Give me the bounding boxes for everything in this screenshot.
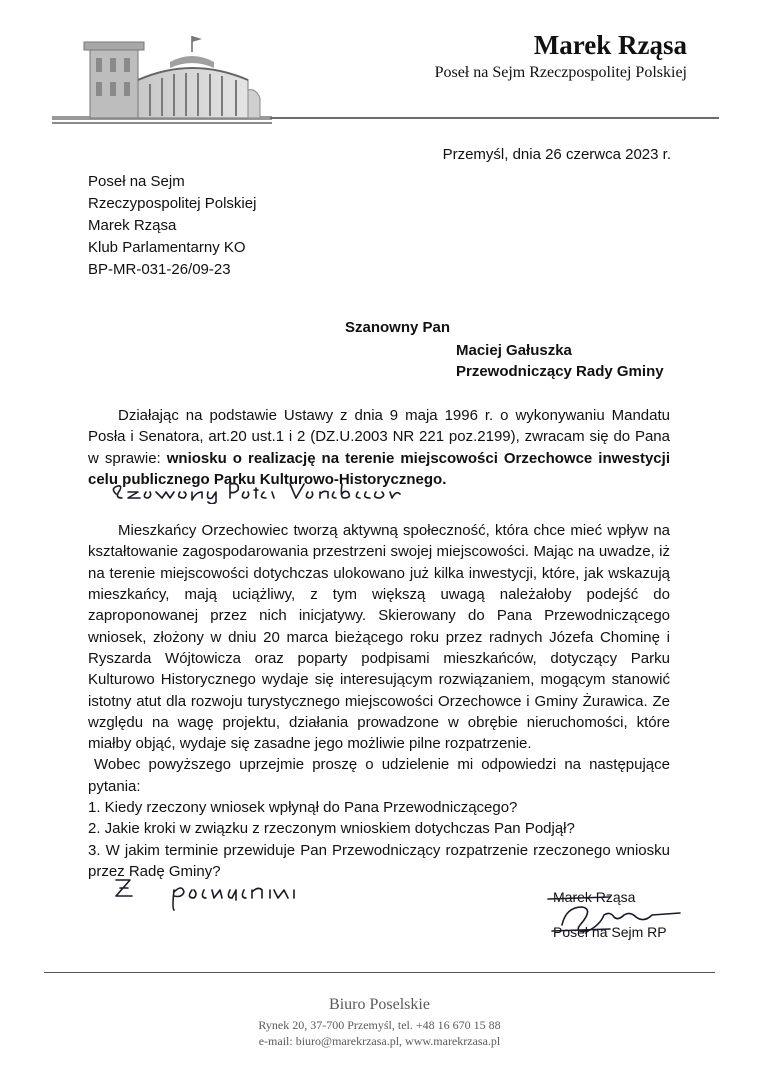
- letter-date: Przemyśl, dnia 26 czerwca 2023 r.: [442, 146, 671, 163]
- addressee-title: Przewodniczący Rady Gminy: [456, 363, 664, 380]
- sender-block: [88, 171, 256, 281]
- sender-line: Rzeczypospolitej Polskiej: [88, 195, 257, 212]
- signature-title: Poseł na Sejm RP: [553, 924, 667, 940]
- signature-name: Marek Rząsa: [553, 889, 636, 905]
- letter-body: [88, 405, 670, 882]
- request-paragraph: Wobec powyższego uprzejmie proszę o udzielenie mi odpowiedzi na następujące pytania:: [88, 756, 670, 795]
- footer-office-title: Biuro Poselskie: [329, 996, 430, 1013]
- salutation: Szanowny Pan: [345, 319, 451, 336]
- header-subtitle: Poseł na Sejm Rzeczpospolitej Polskiej: [434, 64, 687, 81]
- subject-text: wniosku o realizację na terenie miejscowości Orzechowce inwestycji celu publicznego Parku Kulturowo-Historycznego.: [88, 449, 670, 488]
- handwritten-signature: [540, 885, 690, 945]
- sender-line: Poseł na Sejm: [88, 173, 185, 190]
- question-item: 3. W jakim terminie przewiduje Pan Przewodniczący rozpatrzenie rzeczonego wniosku przez Radę Gminy?: [88, 841, 670, 880]
- footer-address: Rynek 20, 37-700 Przemyśl, tel. +48 16 670 15 88: [258, 1018, 501, 1032]
- footer-contact: e-mail: biuro@marekrzasa.pl, www.marekrzasa.pl: [258, 1034, 501, 1048]
- header-name: Marek Rząsa: [533, 30, 687, 60]
- addressee-name: Maciej Gałuszka: [456, 342, 572, 359]
- handwritten-closing: [112, 872, 312, 912]
- context-paragraph: Mieszkańcy Orzechowiec tworzą aktywną społeczność, która chce mieć wpływ na kształtowanie zagospodarowania przestrzeni swojej miejscowości. Mając na uwadze, iż na terenie miejscowości dotychczas ulokowano już kilka inwestycji, które, jak wskazują mieszkańcy, mają uciążliwy, z tym większą uwagą należałoby podejść do zaproponowanej przez nich inicjatywy. Skierowany do Pana Przewodniczącego wniosek, złożony w dniu 20 marca bieżącego roku przez radnych Józefa Chominę i Ryszarda Wójtowicza oraz poparty podpisami mieszkańców, dotyczący Parku Kulturowo Historycznego wydaje się interesującym rozwiązaniem, mogącym stanowić istotny atut dla rozwoju turystycznego miejscowości Orzechowce i Gminy Żurawica. Ze względu na wagę projektu, działania prowadzone w obrębie nieruchomości, które miałby objąć, wydaje się zasadne jego możliwie pilne rozpatrzenie.: [88, 522, 670, 753]
- intro-text: Działając na podstawie Ustawy z dnia 9 maja 1996 r. o wykonywaniu Mandatu Posła i Senatora, art.20 ust.1 i 2 (DZ.U.2003 NR 221 poz.2199), zwracam się do Pana w sprawie:: [88, 407, 670, 467]
- sender-line: Marek Rząsa: [88, 217, 177, 234]
- question-item: 2. Jakie kroki w związku z rzeczonym wnioskiem dotychczas Pan Podjął?: [88, 820, 575, 838]
- header-divider: [270, 117, 719, 119]
- question-item: 1. Kiedy rzeczony wniosek wpłynął do Pana Przewodniczącego?: [88, 799, 518, 817]
- handwritten-greeting: [108, 478, 408, 504]
- sender-reference-number: BP-MR-031-26/09-23: [88, 261, 231, 278]
- sender-line: Klub Parlamentarny KO: [88, 239, 246, 256]
- footer-divider: [44, 972, 715, 973]
